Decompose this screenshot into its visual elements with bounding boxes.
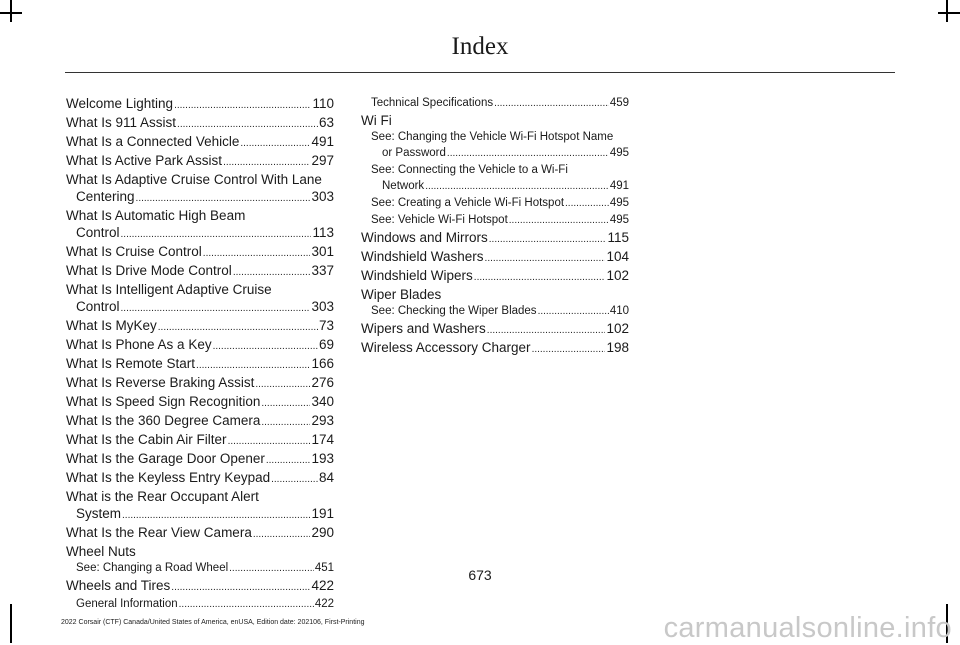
index-entry[interactable] (66, 262, 334, 281)
index-entry[interactable] (66, 336, 334, 355)
index-heading: What Is Intelligent Adaptive Cruise (66, 282, 272, 297)
index-heading: See: Connecting the Vehicle to a Wi-Fi (371, 164, 568, 176)
index-entry[interactable] (361, 248, 629, 267)
entry-page-number: 297 (311, 153, 334, 168)
entry-label: What Is Remote Start (66, 356, 196, 371)
entry-page-number: 276 (311, 375, 334, 390)
page-title: Index (451, 33, 509, 60)
entry-page-number: 193 (311, 451, 334, 466)
dot-leader (509, 213, 609, 229)
entry-label: What Is the Garage Door Opener (66, 451, 265, 466)
entry-label: Wipers and Washers (361, 321, 486, 336)
entry-page-number: 459 (609, 97, 629, 109)
dot-leader (233, 264, 311, 281)
index-entry[interactable] (66, 524, 334, 543)
dot-leader (485, 250, 606, 267)
index-subentry[interactable] (361, 95, 629, 112)
index-entry[interactable] (66, 298, 334, 317)
entry-page-number: 110 (312, 96, 334, 111)
watermark: carmanualsonline.info (663, 612, 952, 644)
entry-label: What Is Phone As a Key (66, 337, 212, 352)
entry-page-number: 166 (311, 356, 334, 371)
entry-label: What Is 911 Assist (66, 115, 177, 130)
index-heading: See: Changing the Vehicle Wi-Fi Hotspot Name (371, 131, 614, 143)
entry-page-number: 451 (314, 562, 334, 574)
entry-page-number: 303 (311, 189, 334, 204)
entry-page-number: 191 (311, 506, 334, 521)
index-subentry[interactable] (361, 303, 629, 320)
index-entry[interactable] (66, 188, 334, 207)
entry-label: What Is Drive Mode Control (66, 263, 232, 278)
entry-label: What Is a Connected Vehicle (66, 134, 240, 149)
index-subentry[interactable] (361, 195, 629, 212)
entry-page-number: 102 (606, 321, 629, 336)
entry-page-number: 73 (318, 318, 334, 333)
crop-mark (10, 604, 12, 643)
dot-leader (447, 146, 609, 162)
index-heading: What Is Adaptive Cruise Control With Lane (66, 172, 322, 187)
index-entry[interactable] (66, 224, 334, 243)
index-entry[interactable] (66, 243, 334, 262)
dot-leader (174, 97, 311, 114)
index-entry[interactable] (66, 152, 334, 171)
page-number: 673 (468, 567, 492, 583)
dot-leader (261, 395, 310, 412)
entry-label: See: Checking the Wiper Blades (371, 305, 537, 317)
index-entry[interactable] (361, 267, 629, 286)
entry-label: What Is Cruise Control (66, 244, 202, 259)
entry-page-number: 113 (312, 225, 334, 240)
dot-leader (158, 319, 318, 336)
entry-label: Wheels and Tires (66, 578, 171, 593)
entry-label: Wireless Accessory Charger (361, 340, 531, 355)
index-entry[interactable] (66, 317, 334, 336)
index-column-right (361, 95, 629, 358)
index-entry[interactable] (66, 374, 334, 393)
dot-leader (213, 338, 318, 355)
dot-leader (261, 414, 310, 431)
dot-leader (179, 597, 314, 613)
dot-leader (136, 190, 311, 207)
index-heading: What Is Automatic High Beam (66, 208, 246, 223)
dot-leader (253, 526, 311, 543)
entry-page-number: 495 (609, 214, 629, 226)
index-column-left (66, 95, 334, 613)
dot-leader (122, 507, 310, 524)
entry-page-number: 337 (311, 263, 334, 278)
dot-leader (203, 245, 311, 262)
index-subentry[interactable] (361, 145, 629, 162)
entry-label: See: Creating a Vehicle Wi-Fi Hotspot (371, 197, 565, 209)
entry-label: What Is the 360 Degree Camera (66, 413, 261, 428)
footer-edition-text: 2022 Corsair (CTF) Canada/United States of America, enUSA, Edition date: 202106, First-Printing (61, 619, 365, 626)
dot-leader (494, 96, 609, 112)
entry-label: Welcome Lighting (66, 96, 174, 111)
index-entry[interactable] (66, 355, 334, 374)
entry-label: General Information (76, 598, 178, 610)
index-entry[interactable] (361, 229, 629, 248)
entry-page-number: 303 (311, 299, 334, 314)
entry-label: Network (382, 180, 425, 192)
entry-label: Windshield Washers (361, 249, 484, 264)
entry-label: Windows and Mirrors (361, 230, 488, 245)
dot-leader (121, 300, 311, 317)
index-subentry[interactable] (361, 212, 629, 229)
entry-page-number: 293 (311, 413, 334, 428)
dot-leader (240, 135, 310, 152)
header-divider (65, 72, 895, 73)
index-entry[interactable] (66, 95, 334, 114)
dot-leader (425, 179, 609, 195)
dot-leader (271, 471, 318, 488)
index-heading: Wi Fi (361, 113, 392, 128)
entry-page-number: 104 (606, 249, 629, 264)
dot-leader (177, 116, 318, 133)
entry-label: What Is the Keyless Entry Keypad (66, 470, 271, 485)
entry-page-number: 491 (609, 180, 629, 192)
entry-label: What Is the Cabin Air Filter (66, 432, 227, 447)
entry-label: What Is Speed Sign Recognition (66, 394, 261, 409)
index-subentry[interactable] (361, 178, 629, 195)
dot-leader (532, 341, 606, 358)
entry-page-number: 290 (311, 525, 334, 540)
crop-mark (938, 12, 960, 14)
index-entry[interactable] (66, 412, 334, 431)
dot-leader (538, 304, 609, 320)
entry-label: What Is Reverse Braking Assist (66, 375, 255, 390)
index-entry[interactable] (66, 450, 334, 469)
entry-page-number: 422 (314, 598, 334, 610)
entry-label: Windshield Wipers (361, 268, 473, 283)
entry-label: What Is Active Park Assist (66, 153, 223, 168)
index-heading: What is the Rear Occupant Alert (66, 489, 259, 504)
crop-mark (0, 12, 22, 14)
entry-page-number: 84 (318, 470, 334, 485)
entry-page-number: 63 (318, 115, 334, 130)
entry-label: Technical Specifications (371, 97, 494, 109)
index-entry[interactable] (66, 469, 334, 488)
index-entry[interactable] (66, 393, 334, 412)
entry-label: See: Vehicle Wi-Fi Hotspot (371, 214, 508, 226)
entry-label: What Is the Rear View Camera (66, 525, 252, 540)
crop-mark (946, 0, 948, 22)
entry-page-number: 410 (609, 305, 629, 317)
dot-leader (487, 322, 606, 339)
dot-leader (489, 231, 607, 248)
index-heading: Wiper Blades (361, 287, 442, 302)
entry-page-number: 69 (318, 337, 334, 352)
entry-label: What Is MyKey (66, 318, 157, 333)
index-entry[interactable] (361, 320, 629, 339)
entry-page-number: 174 (311, 432, 334, 447)
entry-label: System (76, 506, 122, 521)
index-entry[interactable] (66, 133, 334, 152)
dot-leader (228, 433, 311, 450)
crop-mark (10, 0, 12, 22)
entry-page-number: 115 (607, 230, 629, 245)
index-subentry[interactable] (66, 596, 334, 613)
entry-label: or Password (382, 147, 446, 159)
index-entry[interactable] (66, 505, 334, 524)
entry-page-number: 491 (311, 134, 334, 149)
index-entry[interactable] (66, 114, 334, 133)
entry-label: Centering (76, 189, 135, 204)
entry-label: Control (76, 225, 120, 240)
index-entry[interactable] (361, 339, 629, 358)
entry-page-number: 198 (606, 340, 629, 355)
entry-page-number: 102 (606, 268, 629, 283)
dot-leader (565, 196, 609, 212)
dot-leader (474, 269, 606, 286)
entry-page-number: 301 (311, 244, 334, 259)
entry-page-number: 340 (311, 394, 334, 409)
dot-leader (266, 452, 311, 469)
entry-label: See: Changing a Road Wheel (76, 562, 229, 574)
dot-leader (223, 154, 310, 171)
dot-leader (121, 226, 312, 243)
index-heading: Wheel Nuts (66, 544, 136, 559)
entry-label: Control (76, 299, 120, 314)
dot-leader (196, 357, 310, 374)
entry-page-number: 422 (311, 578, 334, 593)
dot-leader (255, 376, 310, 393)
index-entry[interactable] (66, 431, 334, 450)
entry-page-number: 495 (609, 197, 629, 209)
entry-page-number: 495 (609, 147, 629, 159)
